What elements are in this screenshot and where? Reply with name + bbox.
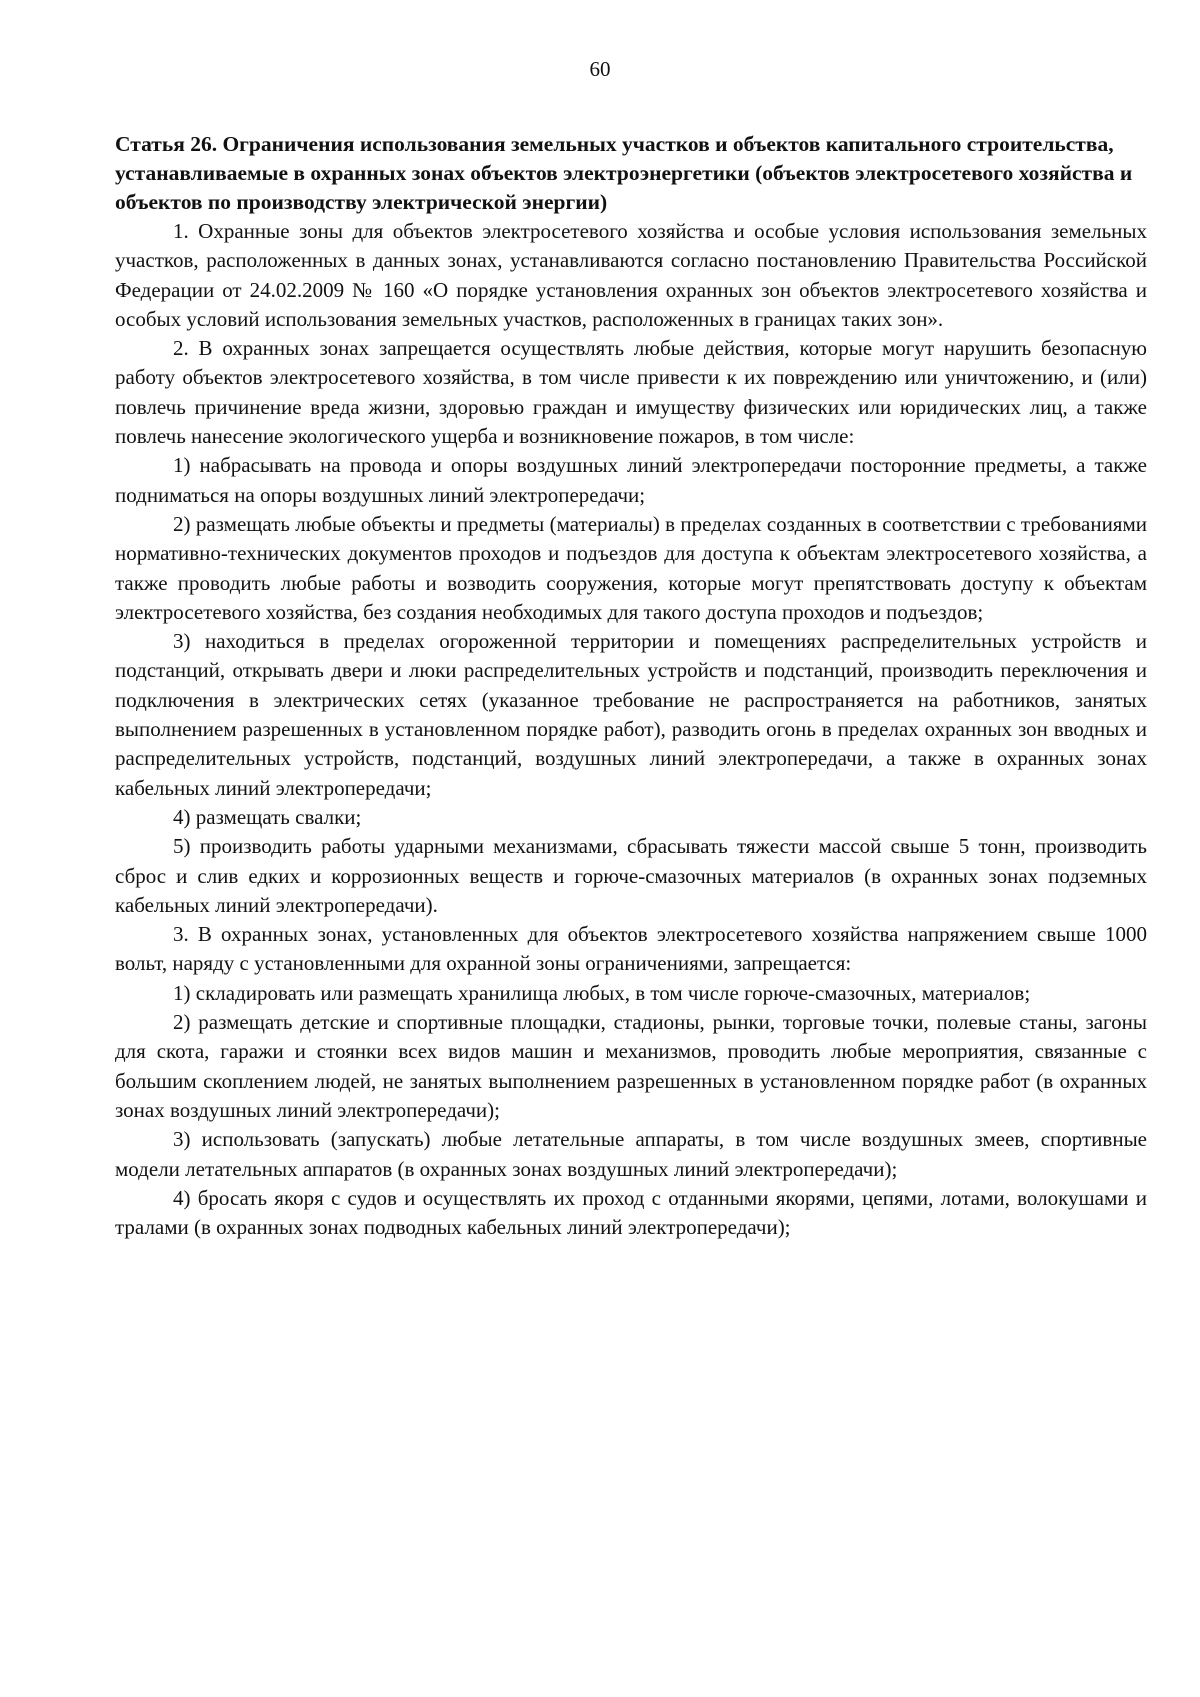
page-number: 60 xyxy=(589,57,611,81)
document-body xyxy=(115,130,1147,1242)
article-title: Статья 26. Ограничения использования земельных участков и объектов капитального строительства, устанавливаемые в охранных зонах объектов электроэнергетики (объектов электросетевого хозяйства и объектов по производству электрической энергии) xyxy=(115,132,1133,214)
list-item-3-1: 1) складировать или размещать хранилища любых, в том числе горюче-смазочных, материалов; xyxy=(173,980,1031,1005)
list-item-3-2: 2) размещать детские и спортивные площадки, стадионы, рынки, торговые точки, полевые станы, загоны для скота, гаражи и стоянки всех видов машин и механизмов, проводить любые мероприятия, связанные с большим скоплением людей, не занятых выполнением разрешенных в установленном порядке работ (в охранных зонах воздушных линий электропередачи); xyxy=(115,1010,1147,1122)
list-item-2-3: 3) находиться в пределах огороженной территории и помещениях распределительных устройств и подстанций, открывать двери и люки распределительных устройств и подстанций, производить переключения и подключения в электрических сетях (указанное требование не распространяется на работников, занятых выполнением разрешенных в установленном порядке работ), разводить огонь в пределах охранных зон вводных и распределительных устройств, подстанций, воздушных линий электропередачи, а также в охранных зонах кабельных линий электропередачи; xyxy=(115,629,1147,800)
list-item-3-4: 4) бросать якоря с судов и осуществлять их проход с отданными якорями, цепями, лотами, волокушами и тралами (в охранных зонах подводных кабельных линий электропередачи); xyxy=(115,1185,1147,1240)
paragraph-1: 1. Охранные зоны для объектов электросетевого хозяйства и особые условия использования земельных участков, расположенных в данных зонах, устанавливаются согласно постановлению Правительства Российской Федерации от 24.02.2009 № 160 «О порядке установления охранных зон объектов электросетевого хозяйства и особых условий использования земельных участков, расположенных в границах таких зон». xyxy=(115,219,1147,331)
paragraph-2: 2. В охранных зонах запрещается осуществлять любые действия, которые могут нарушить безопасную работу объектов электросетевого хозяйства, в том числе привести к их повреждению или уничтожению, и (или) повлечь причинение вреда жизни, здоровью граждан и имуществу физических или юридических лиц, а также повлечь нанесение экологического ущерба и возникновение пожаров, в том числе: xyxy=(115,336,1147,449)
list-item-2-1: 1) набрасывать на провода и опоры воздушных линий электропередачи посторонние предметы, а также подниматься на опоры воздушных линий электропередачи; xyxy=(115,453,1147,507)
list-item-2-2: 2) размещать любые объекты и предметы (материалы) в пределах созданных в соответствии с требованиями нормативно-технических документов проходов и подъездов для доступа к объектам электросетевого хозяйства, а также проводить любые работы и возводить сооружения, которые могут препятствовать доступу к объектам электросетевого хозяйства, без создания необходимых для такого доступа проходов и подъездов; xyxy=(115,511,1147,624)
list-item-2-5: 5) производить работы ударными механизмами, сбрасывать тяжести массой свыше 5 тонн, производить сброс и слив едких и коррозионных веществ и горюче-смазочных материалов (в охранных зонах подземных кабельных линий электропередачи). xyxy=(115,834,1147,917)
list-item-2-4: 4) размещать свалки; xyxy=(173,804,362,829)
list-item-3-3: 3) использовать (запускать) любые летательные аппараты, в том числе воздушных змеев, спортивные модели летательных аппаратов (в охранных зонах воздушных линий электропередачи); xyxy=(115,1127,1147,1181)
paragraph-3: 3. В охранных зонах, установленных для объектов электросетевого хозяйства напряжением свыше 1000 вольт, наряду с установленными для охранной зоны ограничениями, запрещается: xyxy=(115,922,1147,976)
